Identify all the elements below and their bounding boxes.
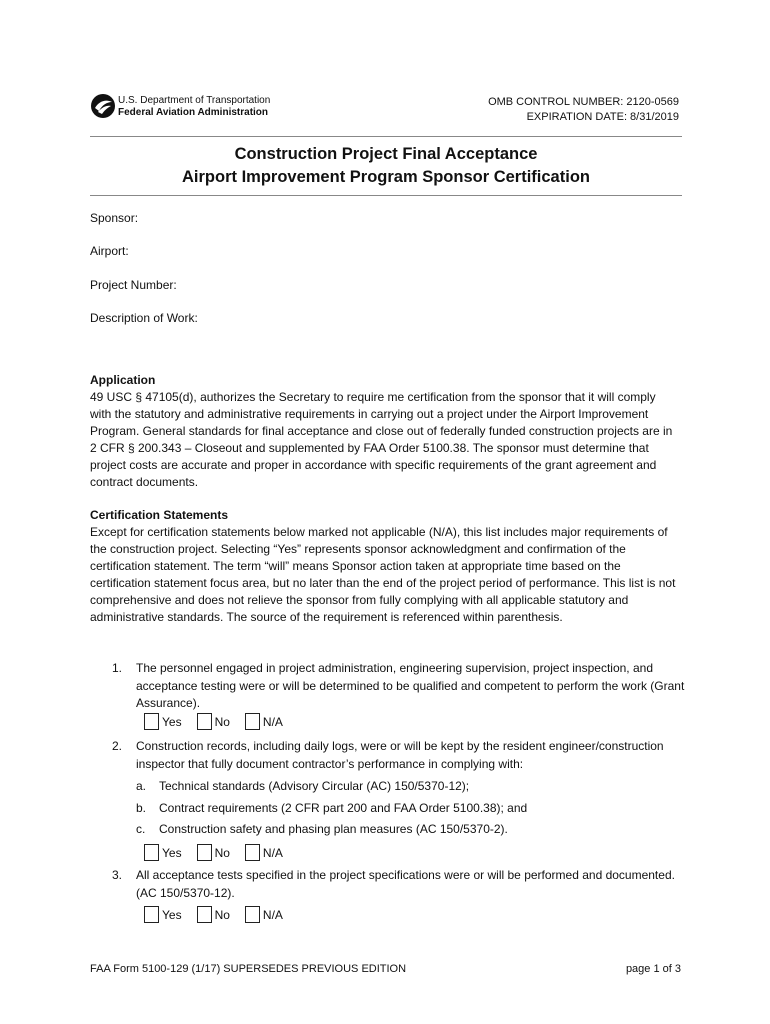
checkbox-icon[interactable] <box>144 844 159 861</box>
na-label: N/A <box>262 845 283 860</box>
checkbox-icon[interactable] <box>245 713 260 730</box>
subitem-letter: a. <box>136 779 147 793</box>
item-2-options <box>144 844 298 861</box>
item-1-text: The personnel engaged in project administration, engineering supervision, project inspection, and acceptance testing were or will be determined to be qualified and competent to perform the work (Grant Assurance). <box>136 661 685 710</box>
certification-heading: Certification Statements <box>90 508 229 522</box>
omb-control-number: OMB CONTROL NUMBER: 2120-0569 <box>488 96 679 108</box>
item-1-options <box>144 713 298 730</box>
item-3-yes[interactable] <box>144 906 182 923</box>
form-title-line-2: Airport Improvement Program Sponsor Certification <box>182 168 590 186</box>
item-3-number: 3. <box>112 868 123 882</box>
title-rule <box>90 195 682 196</box>
application-body: 49 USC § 47105(d), authorizes the Secretary to require me certification from the sponsor that it will comply with the statutory and administrative requirements in carrying out a project under the Airport Improvement Program. General standards for final acceptance and close out of federally funded construction projects are in 2 CFR § 200.343 – Closeout and supplemented by FAA Order 5100.38. The sponsor must determine that project costs are accurate and proper in accordance with specific requirements of the grant agreement and contract documents. <box>90 390 673 489</box>
item-2-yes[interactable] <box>144 844 182 861</box>
item-1-na[interactable] <box>245 713 283 730</box>
omb-info <box>488 95 679 125</box>
item-3-options <box>144 906 298 923</box>
form-number-footer: FAA Form 5100-129 (1/17) SUPERSEDES PREVIOUS EDITION <box>90 963 407 975</box>
checkbox-icon[interactable] <box>197 906 212 923</box>
item-2-na[interactable] <box>245 844 283 861</box>
checkbox-icon[interactable] <box>197 713 212 730</box>
airport-label: Airport: <box>90 244 129 258</box>
header-rule <box>90 136 682 137</box>
na-label: N/A <box>262 907 283 922</box>
subitem-text: Construction safety and phasing plan measures (AC 150/5370-2). <box>159 822 508 836</box>
yes-label: Yes <box>162 845 182 860</box>
no-label: No <box>214 845 230 860</box>
checkbox-icon[interactable] <box>197 844 212 861</box>
application-section <box>90 372 678 491</box>
dot-logo-icon <box>90 93 116 119</box>
subitem-text: Contract requirements (2 CFR part 200 and FAA Order 5100.38); and <box>159 801 528 815</box>
item-3-no[interactable] <box>197 906 230 923</box>
no-label: No <box>214 907 230 922</box>
agency-line-2: Federal Aviation Administration <box>118 107 269 118</box>
na-label: N/A <box>262 714 283 729</box>
agency-line-1: U.S. Department of Transportation <box>118 95 271 106</box>
checkbox-icon[interactable] <box>144 713 159 730</box>
yes-label: Yes <box>162 714 182 729</box>
item-2-subitem-c <box>136 822 676 836</box>
subitem-text: Technical standards (Advisory Circular (AC) 150/5370-12); <box>159 779 470 793</box>
item-2-no[interactable] <box>197 844 230 861</box>
item-3-text: All acceptance tests specified in the project specifications were or will be performed and documented. (AC 150/5370-12). <box>136 868 675 900</box>
item-3-na[interactable] <box>245 906 283 923</box>
subitem-letter: c. <box>136 822 146 836</box>
checkbox-icon[interactable] <box>245 844 260 861</box>
description-of-work-label: Description of Work: <box>90 311 198 325</box>
item-2-subitem-a <box>136 779 676 793</box>
yes-label: Yes <box>162 907 182 922</box>
item-1-no[interactable] <box>197 713 230 730</box>
item-2-number: 2. <box>112 739 123 753</box>
sponsor-label: Sponsor: <box>90 211 139 225</box>
agency-name <box>118 95 270 119</box>
checkbox-icon[interactable] <box>144 906 159 923</box>
form-title-line-1: Construction Project Final Acceptance <box>234 145 538 163</box>
page-number-footer: page 1 of 3 <box>625 963 681 975</box>
item-2-subitem-b <box>136 801 676 815</box>
item-2-text: Construction records, including daily logs, were or will be kept by the resident engineer/construction inspector that fully document contractor’s performance in complying with: <box>136 739 664 771</box>
item-1-number: 1. <box>112 661 123 675</box>
expiration-date: EXPIRATION DATE: 8/31/2019 <box>526 111 679 123</box>
certification-body: Except for certification statements below marked not applicable (N/A), this list includes major requirements of the construction project. Selecting “Yes” represents sponsor acknowledgment and confirmation of the certification statement. The term “will” means Sponsor action taken at appropriate time based on the certification statement focus area, but no later than the end of the project period of performance. This list is not comprehensive and does not relieve the sponsor from fully complying with all applicable statutory and administrative standards. The source of the requirement is referenced within parenthesis. <box>90 525 676 624</box>
checkbox-icon[interactable] <box>245 906 260 923</box>
item-1-yes[interactable] <box>144 713 182 730</box>
application-heading: Application <box>90 373 156 387</box>
subitem-letter: b. <box>136 801 147 815</box>
project-number-label: Project Number: <box>90 278 177 292</box>
certification-section <box>90 507 678 626</box>
no-label: No <box>214 714 230 729</box>
